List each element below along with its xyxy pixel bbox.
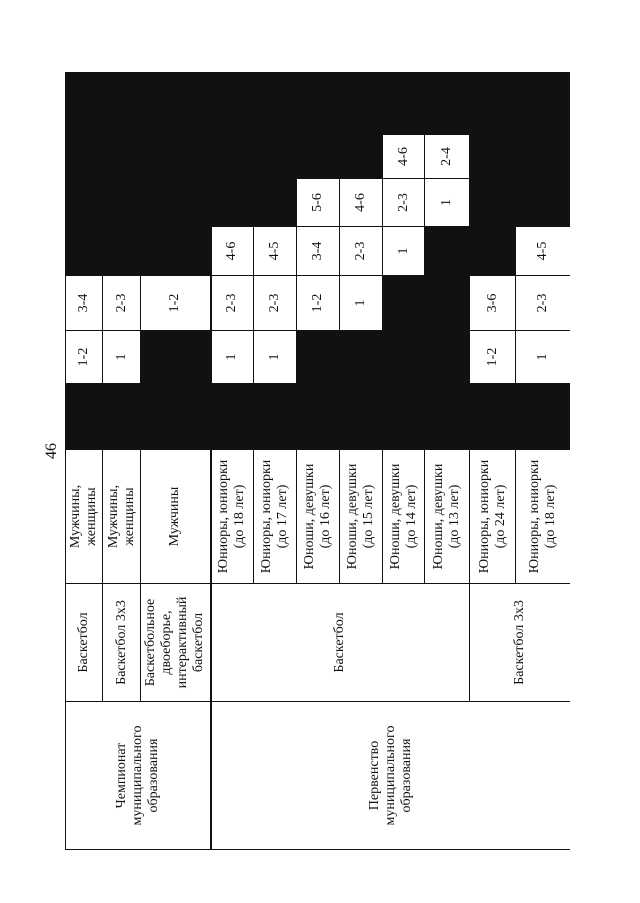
rank-cell: 2-3 — [516, 276, 571, 331]
category-cell: Мужчины — [141, 450, 211, 584]
rank-cell-dark — [254, 89, 297, 135]
rank-cell-dark — [297, 135, 340, 179]
rank-cell-dark — [340, 384, 383, 411]
category-cell: Юниоры, юниорки (до 18 лет) — [211, 450, 254, 584]
rank-cell: 4-6 — [383, 135, 425, 179]
event-pervenstvo: Первенство муниципального образования — [211, 702, 571, 850]
rank-cell: 2-4 — [425, 135, 470, 179]
rank-cell-dark — [66, 411, 103, 450]
rank-cell-dark — [470, 89, 516, 135]
table-row — [66, 72, 103, 850]
rank-cell-dark — [254, 135, 297, 179]
rank-cell: 3-6 — [470, 276, 516, 331]
rank-cell: 1 — [103, 331, 141, 384]
category-cell: Мужчины, женщины — [103, 450, 141, 584]
rank-cell: 1 — [425, 179, 470, 227]
rank-cell-dark — [103, 411, 141, 450]
rank-cell: 2-3 — [340, 227, 383, 276]
rank-cell: 1 — [211, 331, 254, 384]
rank-cell: 1-2 — [297, 276, 340, 331]
sport-cell: Баскетбольное двоеборье, интерактивный баскетбол — [141, 584, 211, 702]
rank-cell-dark — [211, 72, 254, 89]
rank-cell-dark — [470, 384, 516, 411]
rank-cell: 1 — [340, 276, 383, 331]
ranking-table-container — [65, 72, 570, 850]
rank-cell: 2-3 — [383, 179, 425, 227]
rank-cell-dark — [211, 411, 254, 450]
category-cell: Юноши, девушки (до 14 лет) — [383, 450, 425, 584]
category-cell: Юноши, девушки (до 13 лет) — [425, 450, 470, 584]
table-row — [211, 72, 254, 850]
rank-cell: 2-3 — [254, 276, 297, 331]
category-cell: Юноши, девушки (до 15 лет) — [340, 450, 383, 584]
rank-cell-dark — [103, 227, 141, 276]
rank-cell-dark — [340, 72, 383, 89]
rank-cell-dark — [103, 179, 141, 227]
rank-cell-dark — [425, 411, 470, 450]
rank-cell-dark — [516, 72, 571, 89]
rank-cell-dark — [103, 89, 141, 135]
category-cell: Юниоры, юниорки (до 17 лет) — [254, 450, 297, 584]
sport-cell: Баскетбол 3х3 — [470, 584, 571, 702]
category-cell: Мужчины, женщины — [66, 450, 103, 584]
rank-cell: 2-3 — [103, 276, 141, 331]
rank-cell-dark — [141, 72, 211, 89]
rank-cell-dark — [103, 384, 141, 411]
rank-cell: 4-5 — [516, 227, 571, 276]
rank-cell: 3-4 — [66, 276, 103, 331]
category-cell: Юноши, девушки (до 16 лет) — [297, 450, 340, 584]
rank-cell: 1 — [516, 331, 571, 384]
rank-cell-dark — [66, 135, 103, 179]
rank-cell-dark — [141, 135, 211, 179]
rank-cell-dark — [66, 89, 103, 135]
rank-cell-dark — [425, 276, 470, 331]
rank-cell-dark — [425, 227, 470, 276]
rank-cell: 2-3 — [211, 276, 254, 331]
rank-cell-dark — [254, 179, 297, 227]
rank-cell-dark — [141, 179, 211, 227]
rank-cell-dark — [141, 384, 211, 411]
rank-cell: 4-5 — [254, 227, 297, 276]
rank-cell-dark — [297, 384, 340, 411]
rank-cell-dark — [516, 89, 571, 135]
rank-cell-dark — [211, 384, 254, 411]
rank-cell-dark — [425, 384, 470, 411]
ranking-table — [65, 72, 570, 850]
rank-cell: 3-4 — [297, 227, 340, 276]
rank-cell-dark — [425, 72, 470, 89]
rank-cell-dark — [383, 276, 425, 331]
rank-cell-dark — [470, 135, 516, 179]
rank-cell-dark — [297, 72, 340, 89]
rank-cell-dark — [340, 411, 383, 450]
rank-cell: 1-2 — [66, 331, 103, 384]
rank-cell-dark — [516, 384, 571, 411]
rank-cell: 1-2 — [141, 276, 211, 331]
rank-cell-dark — [470, 411, 516, 450]
sport-cell: Баскетбол — [66, 584, 103, 702]
rank-cell-dark — [211, 135, 254, 179]
rank-cell-dark — [297, 89, 340, 135]
rank-cell-dark — [254, 384, 297, 411]
rank-cell-dark — [470, 227, 516, 276]
rank-cell: 4-6 — [211, 227, 254, 276]
rank-cell-dark — [66, 227, 103, 276]
rank-cell-dark — [103, 72, 141, 89]
rank-cell-dark — [383, 72, 425, 89]
rank-cell-dark — [425, 331, 470, 384]
rank-cell-dark — [66, 179, 103, 227]
rank-cell-dark — [383, 331, 425, 384]
rank-cell-dark — [516, 135, 571, 179]
rank-cell-dark — [516, 179, 571, 227]
rank-cell-dark — [141, 89, 211, 135]
rank-cell-dark — [211, 179, 254, 227]
rank-cell-dark — [297, 411, 340, 450]
rank-cell: 1 — [383, 227, 425, 276]
rank-cell: 1-2 — [470, 331, 516, 384]
rank-cell: 4-6 — [340, 179, 383, 227]
ranking-table-rotated — [65, 72, 570, 850]
category-cell: Юниоры, юниорки (до 18 лет) — [516, 450, 571, 584]
rank-cell-dark — [383, 89, 425, 135]
rank-cell-dark — [516, 411, 571, 450]
rank-cell-dark — [211, 89, 254, 135]
rank-cell-dark — [254, 411, 297, 450]
rank-cell-dark — [383, 411, 425, 450]
rank-cell-dark — [340, 135, 383, 179]
rank-cell-dark — [470, 72, 516, 89]
rank-cell-dark — [297, 331, 340, 384]
rank-cell-dark — [141, 331, 211, 384]
page-number: 46 — [43, 443, 60, 459]
rank-cell-dark — [103, 135, 141, 179]
rank-cell: 5-6 — [297, 179, 340, 227]
rank-cell-dark — [340, 89, 383, 135]
rank-cell-dark — [141, 411, 211, 450]
category-cell: Юниоры, юниорки (до 24 лет) — [470, 450, 516, 584]
rank-cell-dark — [66, 72, 103, 89]
rank-cell-dark — [141, 227, 211, 276]
rank-cell-dark — [340, 331, 383, 384]
rank-cell-dark — [254, 72, 297, 89]
rank-cell-dark — [425, 89, 470, 135]
sport-cell: Баскетбол — [211, 584, 470, 702]
rank-cell-dark — [470, 179, 516, 227]
event-chempionat: Чемпионат муниципального образования — [66, 702, 211, 850]
rank-cell-dark — [66, 384, 103, 411]
rank-cell: 1 — [254, 331, 297, 384]
rank-cell-dark — [383, 384, 425, 411]
sport-cell: Баскетбол 3х3 — [103, 584, 141, 702]
